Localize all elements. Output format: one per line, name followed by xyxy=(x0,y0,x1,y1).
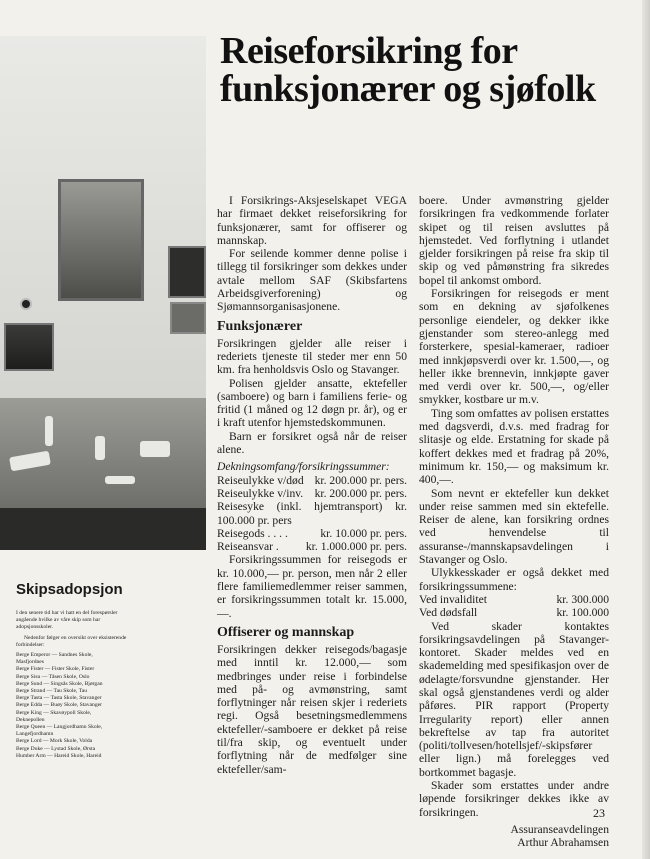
adoption-list xyxy=(16,652,136,760)
funk-paragraph-4: Forsikringssummen for reisegods er kr. 10.000,— pr. person, men når 2 eller flere familiemedlemmer reiser sammen, er forsikringssummen totalt kr. 15.000,—. xyxy=(217,553,407,620)
coverage-table xyxy=(217,474,407,554)
painting-ship xyxy=(4,323,54,371)
list-item: Masfjordnes xyxy=(16,659,44,666)
coverage-row: Reiseulykke v/død kr. 200.000 pr. pers. xyxy=(217,473,407,487)
list-item: Berge Queen — Langjordhamn Skole, xyxy=(16,724,103,731)
heading-offiserer: Offiserer og mannskap xyxy=(217,624,355,640)
exhibition-photo xyxy=(0,36,206,550)
sidebar-intro: I den senere tid har vi hatt en del forespørsler angående hvilke av våre skip som har adopsjonsskoler. xyxy=(16,610,118,631)
colB-paragraph-1: boere. Under avmønstring gjelder forsikringen fra vedkommende forlater skipet og til reisen avsluttes på hjemstedet. Ved forflytning i utlandet gjelder forsikringen på reise fra skip til skip og ved påmønstring fra sikredes bopel til ankomst ombord. xyxy=(419,194,609,287)
boat-model xyxy=(140,441,170,457)
coverage-row: Reisesyke (inkl. hjemtransport) kr. 100.000 pr. pers xyxy=(217,500,407,527)
signature-name: Arthur Abrahamsen xyxy=(517,836,609,850)
signature-department: Assuranseavdelingen xyxy=(510,822,609,836)
figure-model xyxy=(95,436,105,460)
list-item: Berge Emperor — Sandnes Skole, xyxy=(16,652,93,659)
colB-paragraph-6: Ved skader kontaktes forsikringsavdelingen på Stavanger-kontoret. Skader meldes ved en skademelding med spesifikasjon over de ødelagte/forsvundne gjenstander. Her skal også gjenstandenes verdi og alder påføres. PIR rapport (Property Irregularity report) eller annen bekreftelse av tap fra autoritet (politi/tollvesen/hotellsjef/-skipsfører eller lign.) må forelegges ved bortkommet bagasje. xyxy=(419,619,609,779)
sidebar-intro-2: Nedenfor følger en oversikt over eksisterende forbindelser: xyxy=(16,634,127,648)
accident-row: Ved dødsfall kr. 100.000 xyxy=(419,606,609,620)
colB-paragraph-2: Forsikringen for reisegods er ment som en dekning av sjøfolkenes personlige eiendeler, og dekker ikke gjenstander som stereo-anlegg med forsterkere, spesial-kameraer, radioer med innkjøpsverdi over kr. 1.500,—, og heller ikke brennevin, innkjøpte gaver med verdi over kr. 500,—, og/eller smykker, kostbare ur m.v. xyxy=(419,287,609,407)
coverage-row: Reiseulykke v/inv. kr. 200.000 pr. pers. xyxy=(217,486,407,500)
accident-row: Ved invaliditet kr. 300.000 xyxy=(419,592,609,606)
accident-table xyxy=(419,593,609,620)
list-item: Humber Arm — Hareid Skole, Hareid xyxy=(16,752,102,759)
title-line-2: funksjonærer og sjøfolk xyxy=(220,68,596,110)
colB-paragraph-7: Skader som erstattes under andre løpende forsikringer dekkes ikke av forsikringen. xyxy=(419,779,609,819)
colB-paragraph-5: Ulykkesskader er også dekket med forsikringssummene: xyxy=(419,566,609,593)
list-item: Berge Sund — Singsås Skole, Bjørgan xyxy=(16,680,103,687)
list-item: Berge King — Skavøypoll Skole, xyxy=(16,709,92,716)
intro-paragraph: I Forsikrings-Aksjeselskapet VEGA har firmaet dekket reiseforsikring for funksjonærer, samt for offiserer og mannskap. xyxy=(217,194,407,247)
display-table-front xyxy=(0,508,206,550)
list-item: Berge Tasta — Tasta Skole, Stavanger xyxy=(16,695,102,702)
funk-paragraph-3: Barn er forsikret også når de reiser alene. xyxy=(217,429,407,457)
article-column-2 xyxy=(419,194,609,850)
article-title xyxy=(220,32,640,108)
list-item: Deknepollen xyxy=(16,716,45,723)
list-item: Berge Duke — Lystad Skole, Ørsta xyxy=(16,745,96,752)
painting-small-light xyxy=(170,302,206,334)
funk-paragraph-1: Forsikringen gjelder alle reiser i rederiets tjeneste til steder mer enn 50 km. fra henholdsvis Oslo og Stavanger. xyxy=(217,336,407,377)
off-paragraph-1: Forsikringen dekker reisegods/bagasje med inntil kr. 12.000,— som medbringes under reise i forbindelse med på- og avmønstring, samt forflytninger når reisen skjer i rederiets regi. Også besetningsmedlemmens ektefeller/-samboere er dekket på reise til/fra skip, og eventuelt under forflytning når de medfølger sine ektefeller/sam- xyxy=(217,642,407,776)
list-item: Berge Fister — Fister Skole, Fister xyxy=(16,666,95,673)
painting-small-dark xyxy=(168,246,206,298)
painting-seascape xyxy=(58,179,144,301)
colB-paragraph-3: Ting som omfattes av polisen erstattes med dagsverdi, d.v.s. med fradrag for slitasje og elde. Erstatning for skade på koffert dekkes med et fradrag på 20%, minimum kr. 150,— og maksimum kr. 400,—. xyxy=(419,406,609,487)
card-model xyxy=(105,476,135,484)
coverage-row: Reisegods . . . . kr. 10.000 pr. pers. xyxy=(217,526,407,540)
list-item: Langefjordhamn xyxy=(16,731,54,738)
list-item: Berge Lord — Mork Skole, Volda xyxy=(16,738,93,745)
sidebar-heading: Skipsadopsjon xyxy=(16,581,123,598)
list-item: Berge Edda — Buøy Skole, Stavanger xyxy=(16,702,102,709)
list-item: Berge Strand — Tau Skole, Tau xyxy=(16,688,87,695)
sidebar-text xyxy=(16,610,136,760)
page-number: 23 xyxy=(593,806,605,820)
title-line-1: Reiseforsikring for xyxy=(220,30,518,72)
coverage-row: Reiseansvar . kr. 1.000.000 pr. pers. xyxy=(217,540,407,554)
sidebar-skipsadopsjon xyxy=(16,580,136,760)
seafarers-paragraph: For seilende kommer denne polise i tillegg til forsikringer som dekkes under avtale mellom SAF (Skibsfartens Arbeidsgiverforening) og Sjømannsorganisasjonene. xyxy=(217,247,407,314)
heading-funksjonaerer: Funksjonærer xyxy=(217,318,303,334)
colB-paragraph-4: Som nevnt er ektefeller kun dekket under reise sammen med sin ektefelle. Reiser de alene, kan forsikring ordnes ved henvendelse til assuranse-/mannskapsavdelingen i Stavanger og Oslo. xyxy=(419,486,609,567)
funk-paragraph-2: Polisen gjelder ansatte, ektefeller (samboere) og barn i familiens ferie- og fritid (1 måned og 12 døgn pr. år), og er i kraft utenfor hjemstedskommunen. xyxy=(217,376,407,430)
bottle-model xyxy=(45,416,53,446)
page-edge-shadow xyxy=(642,0,650,859)
list-item: Berge Sisu — Tåsen Skole, Oslo xyxy=(16,673,90,680)
article-column-1 xyxy=(217,194,407,776)
wall-clock xyxy=(20,298,32,310)
coverage-label: Dekningsomfang/forsikringssummer: xyxy=(217,460,390,474)
